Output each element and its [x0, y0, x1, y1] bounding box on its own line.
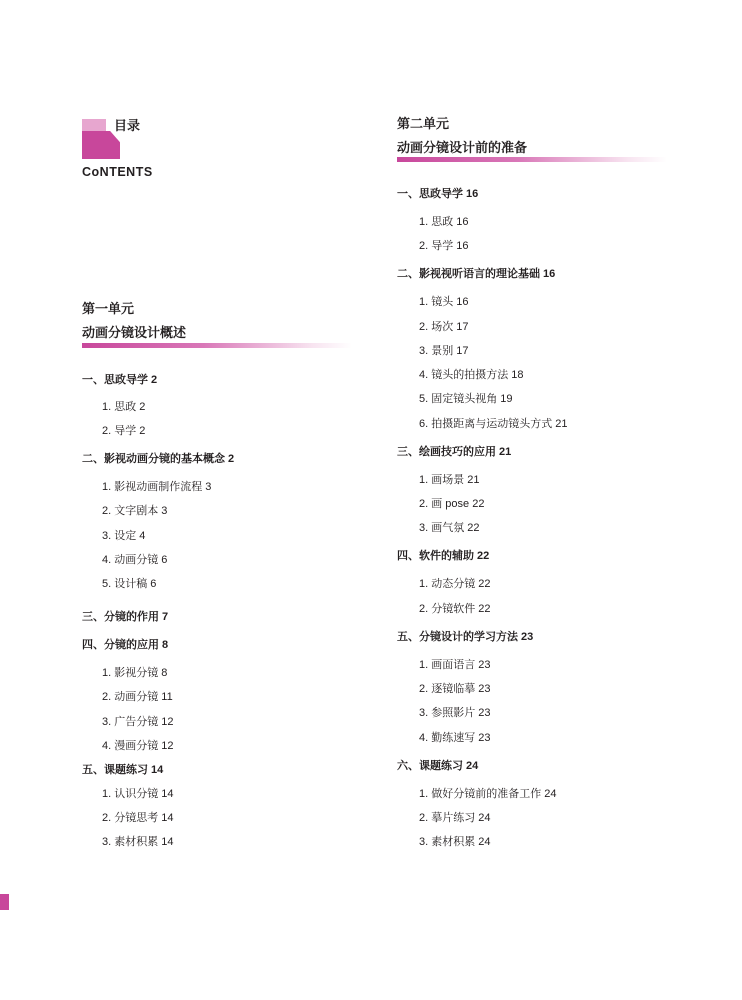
mulu-heading: 目录 [114, 118, 141, 133]
unit-title: 动画分镜设计前的准备 [397, 140, 528, 155]
toc-item[interactable]: 6. 拍摄距离与运动镜头方式 21 [419, 418, 568, 430]
toc-item[interactable]: 5. 固定镜头视角 19 [419, 393, 513, 405]
toc-item[interactable]: 1. 画面语言 23 [419, 659, 491, 671]
toc-item[interactable]: 2. 画 pose 22 [419, 498, 485, 510]
toc-section[interactable]: 六、课题练习 24 [397, 760, 479, 772]
toc-item[interactable]: 2. 导学 2 [102, 425, 146, 437]
contents-heading: CoNTENTS [82, 165, 153, 179]
contents-logo [82, 115, 192, 185]
toc-section[interactable]: 五、课题练习 14 [82, 764, 164, 776]
toc-item[interactable]: 1. 思政 16 [419, 216, 469, 228]
toc-item[interactable]: 1. 影视分镜 8 [102, 667, 168, 679]
toc-item[interactable]: 2. 动画分镜 11 [102, 691, 173, 703]
toc-section[interactable]: 一、思政导学 2 [82, 374, 158, 386]
page-corner-mark [0, 894, 9, 910]
toc-item[interactable]: 3. 广告分镜 12 [102, 716, 174, 728]
toc-item[interactable]: 1. 影视动画制作流程 3 [102, 481, 212, 493]
toc-item[interactable]: 5. 设计稿 6 [102, 578, 157, 590]
toc-item[interactable]: 2. 分镜思考 14 [102, 812, 174, 824]
toc-section[interactable]: 三、绘画技巧的应用 21 [397, 446, 512, 458]
toc-section[interactable]: 二、影视视听语言的理论基础 16 [397, 268, 556, 280]
toc-item[interactable]: 2. 导学 16 [419, 240, 469, 252]
toc-section[interactable]: 四、软件的辅助 22 [397, 550, 490, 562]
toc-item[interactable]: 4. 漫画分镜 12 [102, 740, 174, 752]
toc-item[interactable]: 1. 画场景 21 [419, 474, 480, 486]
toc-section[interactable]: 五、分镜设计的学习方法 23 [397, 631, 534, 643]
toc-item[interactable]: 3. 景别 17 [419, 345, 469, 357]
toc-item[interactable]: 1. 思政 2 [102, 401, 146, 413]
toc-item[interactable]: 2. 分镜软件 22 [419, 603, 491, 615]
unit-underline-bar [397, 157, 667, 162]
unit-number: 第二单元 [397, 116, 450, 131]
toc-section[interactable]: 二、影视动画分镜的基本概念 2 [82, 453, 235, 465]
toc-item[interactable]: 4. 动画分镜 6 [102, 554, 168, 566]
toc-item[interactable]: 2. 场次 17 [419, 321, 469, 333]
toc-item[interactable]: 1. 认识分镜 14 [102, 788, 174, 800]
toc-item[interactable]: 4. 勤练速写 23 [419, 732, 491, 744]
unit-title: 动画分镜设计概述 [82, 325, 187, 340]
toc-item[interactable]: 2. 摹片练习 24 [419, 812, 491, 824]
toc-section[interactable]: 一、思政导学 16 [397, 188, 479, 200]
toc-item[interactable]: 3. 参照影片 23 [419, 707, 491, 719]
logo-dark-square [82, 131, 120, 159]
toc-item[interactable]: 2. 逐镜临摹 23 [419, 683, 491, 695]
toc-item[interactable]: 1. 动态分镜 22 [419, 578, 491, 590]
toc-item[interactable]: 3. 素材积累 24 [419, 836, 491, 848]
toc-item[interactable]: 3. 素材积累 14 [102, 836, 174, 848]
unit-number: 第一单元 [82, 301, 135, 316]
toc-item[interactable]: 4. 镜头的拍摄方法 18 [419, 369, 524, 381]
toc-section[interactable]: 三、分镜的作用 7 [82, 611, 169, 623]
toc-item[interactable]: 3. 设定 4 [102, 530, 146, 542]
toc-section[interactable]: 四、分镜的应用 8 [82, 639, 169, 651]
toc-item[interactable]: 3. 画气氛 22 [419, 522, 480, 534]
toc-item[interactable]: 1. 镜头 16 [419, 296, 469, 308]
unit-underline-bar [82, 343, 352, 348]
toc-item[interactable]: 1. 做好分镜前的准备工作 24 [419, 788, 557, 800]
toc-item[interactable]: 2. 文字剧本 3 [102, 505, 168, 517]
